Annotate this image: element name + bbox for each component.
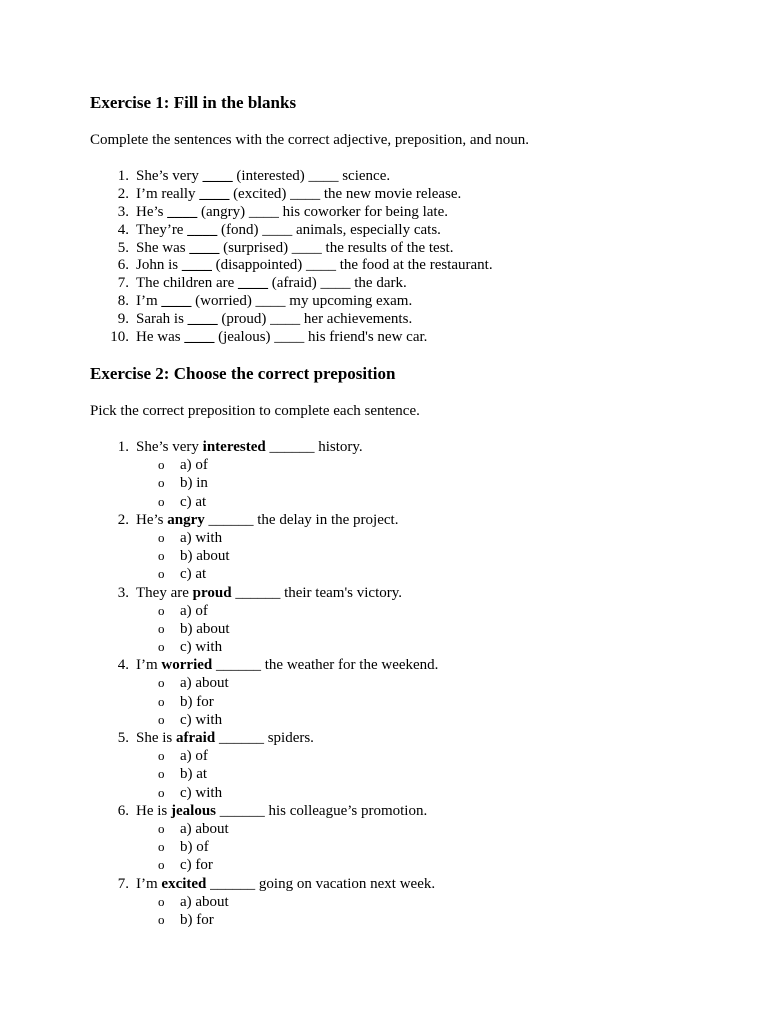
exercise-1-title: Exercise 1: Fill in the blanks — [90, 93, 297, 112]
item-sentence: She was ____ (surprised) ____ the results of the test. — [136, 239, 454, 256]
item-sentence: He’s ____ (angry) ____ his coworker for being late. — [136, 203, 449, 220]
bullet-icon: o — [158, 529, 165, 545]
item-number: 7. — [117, 275, 129, 292]
option-text: c) with — [180, 784, 223, 801]
bullet-icon: o — [158, 766, 165, 782]
item-sentence: She’s very ____ (interested) ____ science. — [136, 168, 391, 184]
question-number: 5. — [117, 730, 129, 746]
bullet-icon: o — [158, 639, 165, 655]
bullet-icon: o — [158, 784, 165, 800]
bullet-icon: o — [158, 893, 165, 909]
question-sentence: I’m excited ______ going on vacation next week. — [136, 875, 436, 892]
option-text: c) with — [180, 711, 223, 728]
option-text: b) for — [180, 693, 214, 710]
question-sentence: She is afraid ______ spiders. — [136, 730, 314, 746]
option-text: c) with — [180, 639, 223, 656]
item-number: 10. — [110, 329, 129, 346]
item-number: 2. — [117, 185, 129, 202]
question-sentence: They are proud ______ their team's victory. — [136, 584, 403, 601]
blank: ____ — [189, 239, 220, 256]
bullet-icon: o — [158, 602, 165, 618]
blank: ____ — [184, 329, 215, 346]
key-adjective: excited — [161, 875, 207, 892]
blank: ____ — [199, 185, 230, 202]
blank: ____ — [167, 203, 198, 220]
option-text: b) in — [180, 475, 208, 492]
option-text: a) about — [180, 820, 229, 837]
option-text: a) with — [180, 529, 223, 546]
option-text: c) at — [180, 566, 207, 583]
bullet-icon: o — [158, 748, 165, 764]
item-sentence: I’m ____ (worried) ____ my upcoming exam. — [136, 293, 413, 310]
key-adjective: interested — [202, 439, 266, 455]
item-number: 5. — [117, 239, 129, 256]
key-adjective: angry — [167, 511, 205, 528]
question-number: 4. — [117, 657, 129, 674]
blank: ____ — [187, 221, 218, 238]
key-adjective: worried — [161, 657, 213, 674]
option-text: c) for — [180, 857, 213, 874]
item-number: 6. — [117, 257, 129, 274]
key-adjective: proud — [192, 584, 232, 601]
key-adjective: afraid — [176, 730, 216, 746]
blank: ____ — [161, 293, 192, 310]
item-sentence: John is ____ (disappointed) ____ the food at the restaurant. — [136, 257, 493, 274]
bullet-icon: o — [158, 457, 165, 473]
option-text: a) about — [180, 675, 229, 692]
option-text: a) of — [180, 748, 208, 765]
item-sentence: Sarah is ____ (proud) ____ her achievements. — [136, 311, 413, 328]
question-sentence: She’s very interested ______ history. — [136, 439, 363, 455]
option-text: b) for — [180, 911, 214, 928]
question-number: 3. — [117, 584, 129, 601]
blank: ____ — [187, 311, 218, 328]
question-number: 6. — [117, 802, 129, 819]
exercise-2-title: Exercise 2: Choose the correct preposition — [90, 364, 396, 383]
bullet-icon: o — [158, 711, 165, 727]
question-sentence: I’m worried ______ the weather for the weekend. — [136, 657, 439, 674]
item-sentence: He was ____ (jealous) ____ his friend's new car. — [136, 329, 428, 346]
exercise-2-instructions: Pick the correct preposition to complete each sentence. — [90, 403, 420, 419]
option-text: b) at — [180, 766, 208, 783]
blank: ____ — [202, 168, 233, 184]
item-number: 3. — [117, 203, 129, 220]
bullet-icon: o — [158, 675, 165, 691]
bullet-icon: o — [158, 566, 165, 582]
bullet-icon: o — [158, 693, 165, 709]
option-text: a) about — [180, 893, 229, 910]
bullet-icon: o — [158, 857, 165, 873]
question-sentence: He is jealous ______ his colleague’s promotion. — [136, 802, 428, 819]
item-number: 8. — [117, 293, 129, 310]
bullet-icon: o — [158, 493, 165, 509]
bullet-icon: o — [158, 475, 165, 491]
option-text: a) of — [180, 602, 208, 619]
option-text: b) of — [180, 839, 209, 856]
question-number: 7. — [117, 875, 129, 892]
item-number: 9. — [117, 311, 129, 328]
option-text: a) of — [180, 457, 208, 474]
option-text: b) about — [180, 548, 230, 565]
question-sentence: He’s angry ______ the delay in the project. — [136, 511, 399, 528]
bullet-icon: o — [158, 620, 165, 636]
item-sentence: I’m really ____ (excited) ____ the new movie release. — [136, 185, 462, 202]
item-number: 1. — [117, 168, 129, 184]
bullet-icon: o — [158, 820, 165, 836]
item-sentence: The children are ____ (afraid) ____ the dark. — [136, 275, 407, 292]
blank: ____ — [181, 257, 212, 274]
option-text: c) at — [180, 493, 207, 510]
bullet-icon: o — [158, 839, 165, 855]
question-number: 2. — [117, 511, 129, 528]
bullet-icon: o — [158, 911, 165, 927]
key-adjective: jealous — [171, 802, 216, 819]
option-text: b) about — [180, 620, 230, 637]
exercise-1-instructions: Complete the sentences with the correct adjective, preposition, and noun. — [90, 132, 530, 148]
blank: ____ — [238, 275, 269, 292]
item-sentence: They’re ____ (fond) ____ animals, especially cats. — [136, 221, 441, 238]
question-number: 1. — [117, 439, 129, 455]
item-number: 4. — [117, 221, 129, 238]
bullet-icon: o — [158, 548, 165, 564]
